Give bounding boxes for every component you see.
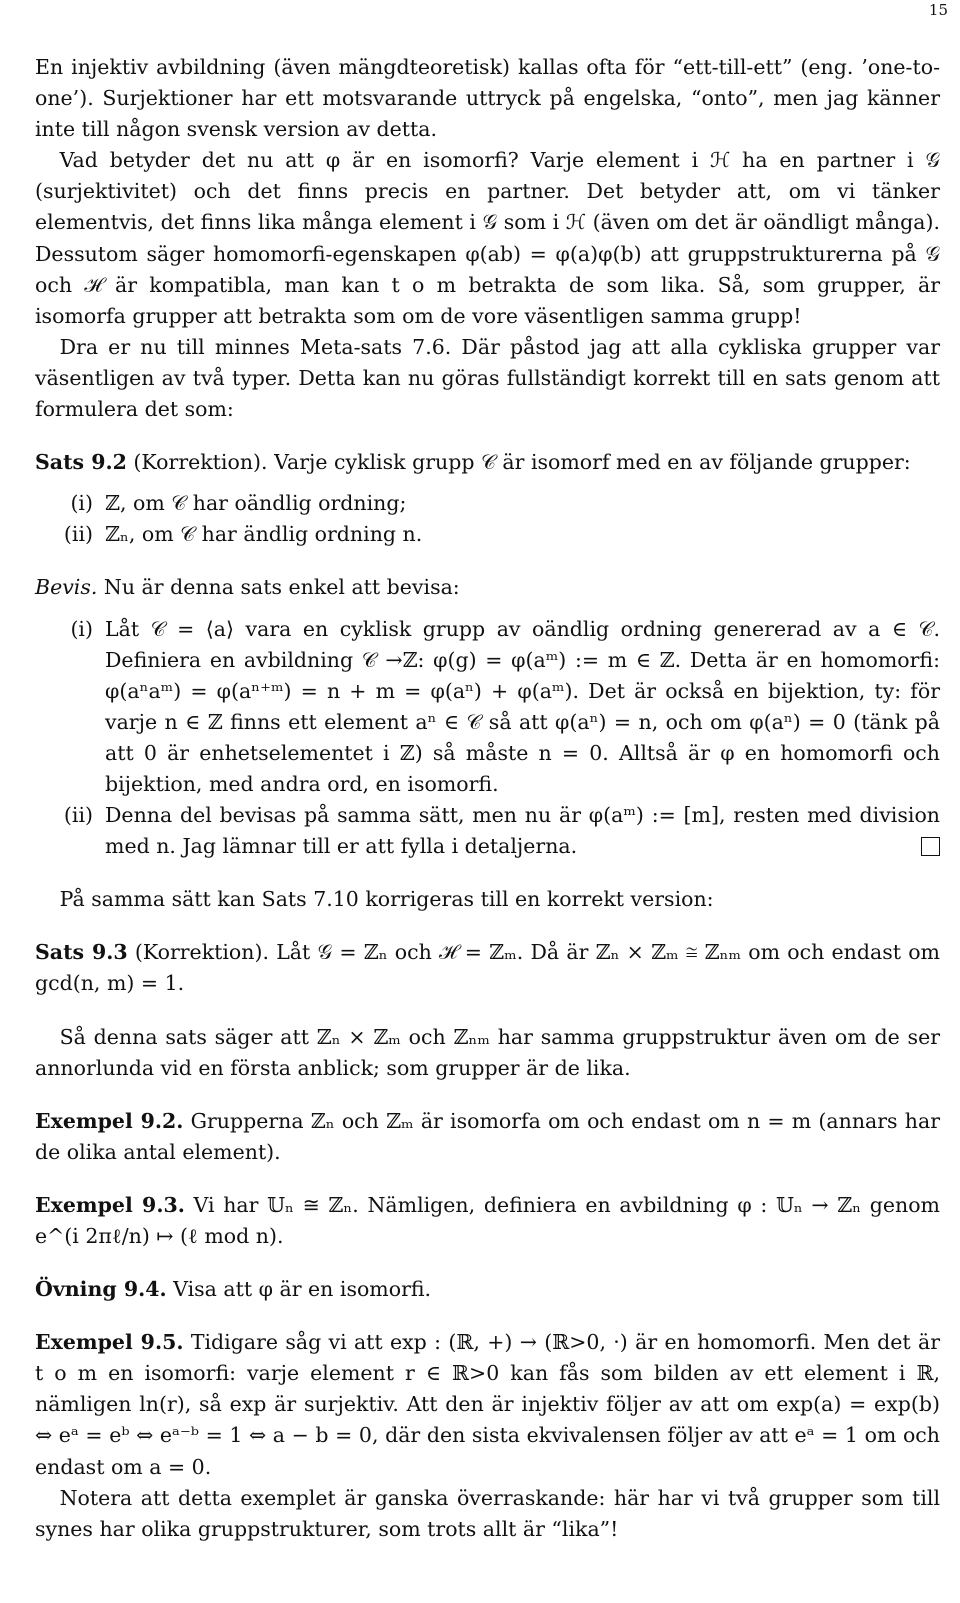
item-label: (ii) — [63, 803, 93, 828]
example-text: Tidigare såg vi att exp : (ℝ, +) → (ℝ>0, ·) är en homomorfi. Men det är t o m en isomorfi: varje element r ∈ ℝ>0 kan fås som bilden av ett element i ℝ, nämligen ln(r), så exp är surjektiv. Att den är injektiv följer av att om exp(a) = exp(b) ⇔ eᵃ = eᵇ ⇔ eᵃ⁻ᵇ = 1 ⇔ a − b = 0, där den sista ekvivalensen följer av att eᵃ = 1 om och endast om a = 0. — [35, 1330, 941, 1479]
paragraph-injective: En injektiv avbildning (även mängdteoretisk) kallas ofta för “ett-till-ett” (eng. ’one-to-one’). Surjektioner har ett motsvarande uttryck på engelska, “onto”, men jag känner inte till någon svensk version av detta. — [35, 55, 940, 142]
example-text: Vi har 𝕌ₙ ≅ ℤₙ. Nämligen, definiera en avbildning φ : 𝕌ₙ → ℤₙ genom e^(i 2πℓ/n) ↦ (ℓ mod n). — [35, 1192, 940, 1248]
theorem-text: Låt 𝒢 = ℤₙ och ℋ = ℤₘ. Då är ℤₙ × ℤₘ ≅ ℤₙₘ om och endast om gcd(n, m) = 1. — [35, 940, 940, 996]
item-label: (i) — [70, 491, 93, 516]
exercise-head: Övning 9.4. — [35, 1277, 167, 1302]
example-9-5-note: Notera att detta exemplet är ganska överraskande: här har vi två grupper som till synes har olika gruppstrukturer, som trots allt är “lika”! — [35, 1485, 940, 1541]
example-9-3 — [35, 1190, 940, 1252]
item-text: ℤ, om 𝒞 har oändlig ordning; — [105, 491, 407, 516]
list-item — [35, 614, 940, 801]
item-text: Denna del bevisas på samma sätt, men nu är φ(aᵐ) := [m], resten med division med n. Jag lämnar till er att fylla i detaljerna. — [105, 803, 940, 859]
item-label: (i) — [70, 616, 93, 641]
theorem-head: Sats 9.3 — [35, 940, 128, 965]
qed-box-icon — [921, 837, 940, 856]
paragraph-meta-sats: Dra er nu till minnes Meta-sats 7.6. Där påstod jag att alla cykliska grupper var väsentligen av två typer. Detta kan nu göras fullständigt korrekt till en sats genom att formulera det som: — [35, 334, 940, 422]
list-item — [35, 519, 940, 550]
proof-list — [35, 614, 940, 863]
theorem-name: (Korrektion). — [127, 940, 269, 965]
item-text: ℤₙ, om 𝒞 har ändlig ordning n. — [105, 522, 423, 547]
example-head: Exempel 9.3. — [35, 1192, 185, 1217]
paragraph-isomorphism: Vad betyder det nu att φ är en isomorfi? Varje element i ℋ ha en partner i 𝒢 (surjektivitet) och det finns precis en partner. Det betyder att, om vi tänker elementvis, det finns lika många element i 𝒢 som i ℋ (även om det är oändligt många). Dessutom säger homomorfi-egenskapen φ(ab) = φ(a)φ(b) att gruppstrukturerna på 𝒢 och ℋ är kompatibla, man kan t o m betrakta de som lika. Så, som grupper, är isomorfa grupper att betrakta som om de vore väsentligen samma grupp! — [35, 148, 940, 328]
item-label: (ii) — [63, 522, 93, 547]
page-content — [35, 52, 940, 1545]
proof-head: Bevis. — [35, 575, 98, 600]
theorem-9-3 — [35, 937, 940, 999]
list-item — [35, 488, 940, 519]
example-head: Exempel 9.2. — [35, 1108, 184, 1133]
example-9-5 — [35, 1327, 940, 1482]
item-text: Låt 𝒞 = ⟨a⟩ vara en cyklisk grupp av oändlig ordning genererad av a ∈ 𝒞. Definiera en avbildning 𝒞 →ℤ: φ(g) = φ(aᵐ) := m ∈ ℤ. Detta är en homomorfi: φ(aⁿaᵐ) = φ(aⁿ⁺ᵐ) = n + m = φ(aⁿ) + φ(aᵐ). Det är också en bijektion, ty: för varje n ∈ ℤ finns ett element aⁿ ∈ 𝒞 så att φ(aⁿ) = n, och om φ(aⁿ) = 0 (tänk på att 0 är enhetselementet i ℤ) så måste n = 0. Alltså är φ en homomorfi och bijektion, med andra ord, en isomorfi. — [105, 616, 940, 796]
page-number: 15 — [928, 1, 948, 19]
theorem-head: Sats 9.2 — [35, 450, 127, 475]
paragraph-group-structure: Så denna sats säger att ℤₙ × ℤₘ och ℤₙₘ har samma gruppstruktur även om de ser annorlunda vid en första anblick; som grupper är de lika. — [35, 1024, 940, 1080]
example-head: Exempel 9.5. — [35, 1330, 184, 1355]
exercise-9-4 — [35, 1274, 940, 1305]
list-item — [35, 800, 940, 862]
theorem-9-2 — [35, 447, 940, 478]
example-text: Grupperna ℤₙ och ℤₘ är isomorfa om och endast om n = m (annars har de olika antal element). — [35, 1108, 940, 1164]
exercise-text: Visa att φ är en isomorfi. — [166, 1277, 432, 1302]
theorem-name: (Korrektion). — [126, 450, 268, 475]
theorem-9-2-list — [35, 488, 940, 550]
proof — [35, 572, 940, 603]
paragraph-sats-7-10: På samma sätt kan Sats 7.10 korrigeras till en korrekt version: — [59, 887, 714, 912]
proof-intro: Nu är denna sats enkel att bevisa: — [97, 575, 460, 600]
theorem-text: Varje cyklisk grupp 𝒞 är isomorf med en av följande grupper: — [267, 450, 911, 475]
example-9-2 — [35, 1106, 940, 1168]
